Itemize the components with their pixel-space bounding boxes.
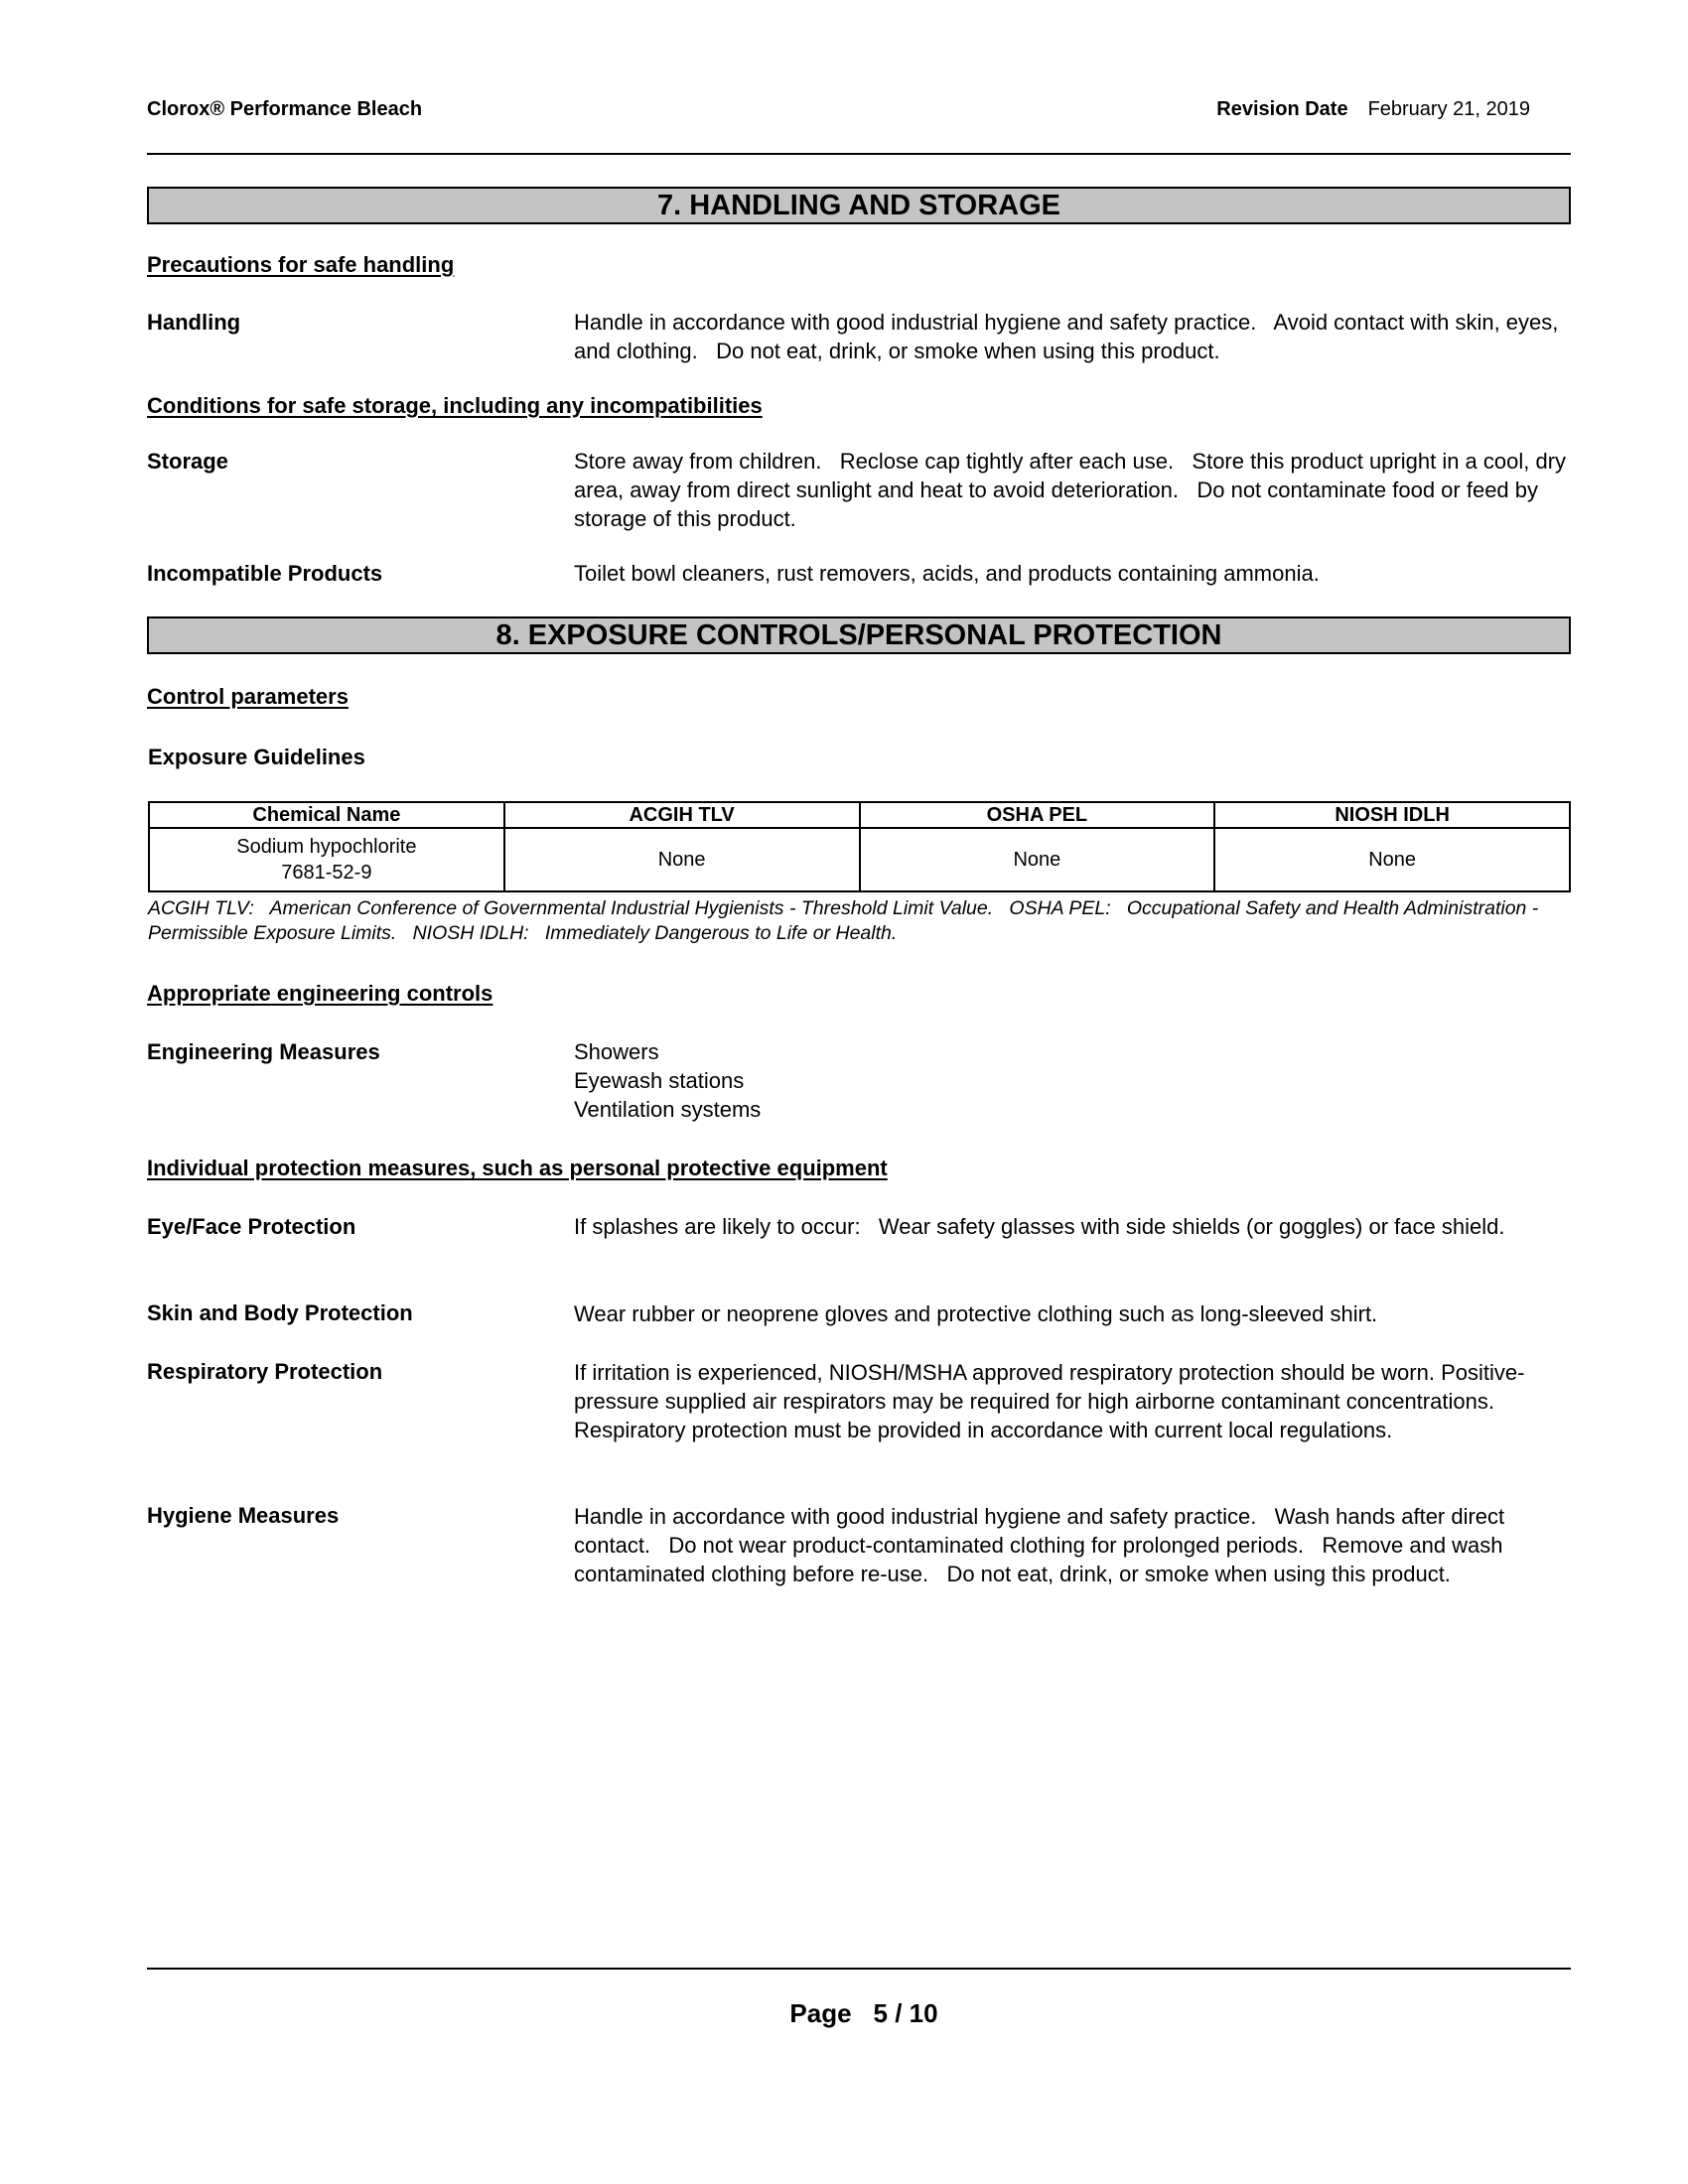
revision-date [1216,98,1530,121]
storage-label: Storage [147,449,228,474]
cell-niosh: None [1214,828,1570,891]
individual-protection-heading: Individual protection measures, such as personal protective equipment [147,1156,888,1180]
list-item: Showers [574,1039,659,1064]
page-label: Page [789,1998,852,2028]
header-rule [147,153,1571,155]
engineering-label: Engineering Measures [147,1039,380,1064]
engineering-heading: Appropriate engineering controls [147,981,493,1006]
col-osha-pel: OSHA PEL [860,802,1215,828]
control-parameters-heading: Control parameters [147,684,349,709]
skin-protection-text: Wear rubber or neoprene gloves and protective clothing such as long-sleeved shirt. [574,1301,1378,1326]
col-acgih-tlv: ACGIH TLV [504,802,860,828]
conditions-heading: Conditions for safe storage, including any incompatibilities [147,393,763,418]
hygiene-label: Hygiene Measures [147,1503,340,1528]
col-chemical-name: Chemical Name [149,802,504,828]
cas-number: 7681-52-9 [281,862,372,884]
exposure-table [148,801,1571,892]
engineering-list [574,1037,1577,1124]
col-niosh-idlh: NIOSH IDLH [1214,802,1570,828]
cell-chemical [149,828,504,891]
storage-text: Store away from children. Reclose cap tightly after each use. Store this product upright in a cool, dry area, away from direct sunlight and heat to avoid deterioration. Do not contaminate food or feed by storage of this product. [574,449,1573,531]
section-7-title: 7. HANDLING AND STORAGE [147,187,1571,224]
respiratory-protection-label: Respiratory Protection [147,1359,383,1384]
table-header-row [149,802,1570,828]
incompatible-text: Toilet bowl cleaners, rust removers, acids, and products containing ammonia. [574,561,1320,586]
handling-text: Handle in accordance with good industrial hygiene and safety practice. Avoid contact with skin, eyes, and clothing. Do not eat, drink, or smoke when using this product. [574,310,1565,363]
hygiene-text: Handle in accordance with good industrial hygiene and safety practice. Wash hands after direct contact. Do not wear product-contaminated clothing for prolonged periods. Remove and wash contaminated clothing before re-use. Do not eat, drink, or smoke when using this product. [574,1504,1511,1586]
precautions-heading: Precautions for safe handling [147,252,455,277]
respiratory-protection-text: If irritation is experienced, NIOSH/MSHA approved respiratory protection should be worn. Positive-pressure supplied air respirators may be required for high airborne contaminant concentrations. Respiratory protection must be provided in accordance with current local regulations. [574,1360,1525,1442]
revision-date-value: February 21, 2019 [1367,98,1530,120]
revision-label: Revision Date [1216,98,1348,120]
eye-protection-label: Eye/Face Protection [147,1214,356,1239]
footer-rule [147,1968,1571,1970]
skin-protection-label: Skin and Body Protection [147,1300,413,1325]
table-row [149,828,1570,891]
section-8-title: 8. EXPOSURE CONTROLS/PERSONAL PROTECTION [147,616,1571,654]
chemical-name: Sodium hypochlorite [236,836,417,858]
incompatible-label: Incompatible Products [147,561,383,586]
table-footnote: ACGIH TLV: American Conference of Governmental Industrial Hygienists - Threshold Limit Value. OSHA PEL: Occupational Safety and Health Administration - Permissible Exposure Limits. NIOSH IDLH: Immediately Dangerous to Life or Health. [148,897,1544,944]
list-item: Ventilation systems [574,1097,762,1122]
cell-osha: None [860,828,1215,891]
list-item: Eyewash stations [574,1068,745,1093]
cell-acgih: None [504,828,860,891]
exposure-guidelines-label: Exposure Guidelines [148,745,365,769]
eye-protection-text: If splashes are likely to occur: Wear safety glasses with side shields (or goggles) or face shield. [574,1214,1505,1239]
handling-label: Handling [147,310,241,335]
product-name: Clorox® Performance Bleach [147,98,423,120]
page-indicator [0,1998,1688,2029]
page-number: 5 / 10 [873,1998,938,2028]
